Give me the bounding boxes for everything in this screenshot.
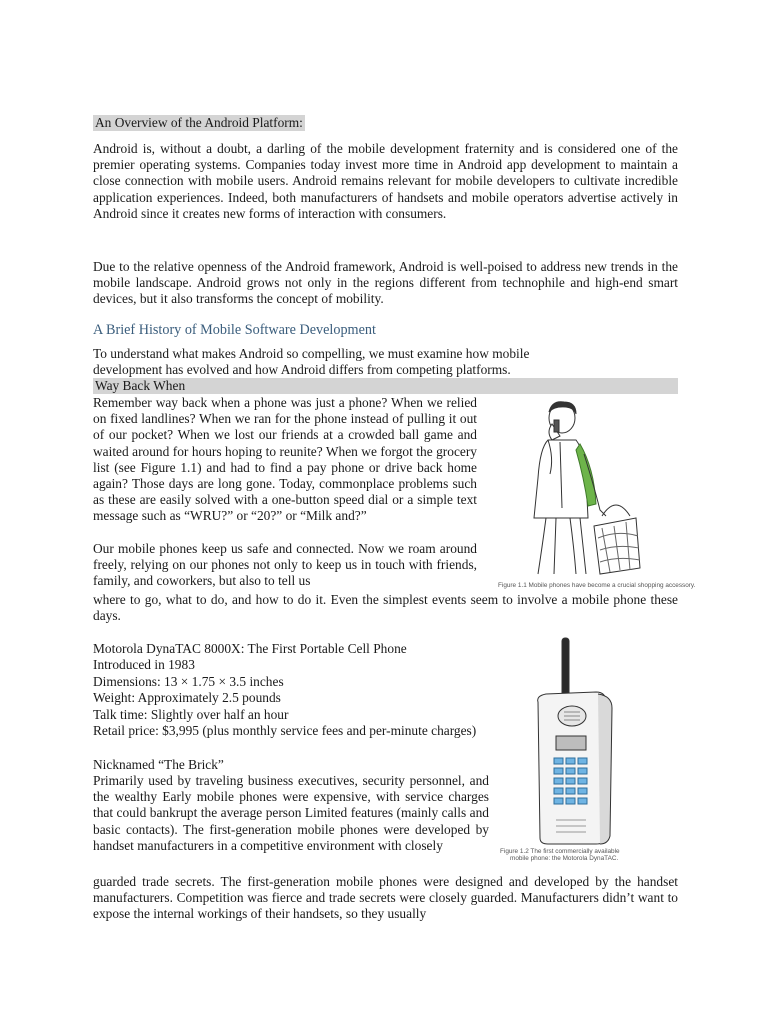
dynatac-paragraph-narrow: Primarily used by traveling business executives, security personnel, and the wealthy Early mobile phones were expensive, with service charges that could bankrupt the average person Limited features (mainly calls and basic contacts). The first-generation mobile phones were developed by handset manufacturers in a competitive environment with closely	[93, 773, 489, 853]
dynatac-weight: Weight: Approximately 2.5 pounds	[93, 690, 281, 705]
dynatac-paragraph-wide: guarded trade secrets. The first-generation mobile phones were designed and developed by the handset manufacturers. Competition was fierce and trade secrets were closely guarded. Manufacturers didn’t want to expose the internal workings of their handsets, so they usually	[93, 874, 678, 922]
way-back-paragraph-2-wide: where to go, what to do, and how to do it. Even the simplest events seem to involve a mobile phone these days.	[93, 592, 678, 624]
figure-1-caption: Figure 1.1 Mobile phones have become a crucial shopping accessory.	[498, 582, 696, 589]
dynatac-phone-illustration	[500, 636, 680, 846]
intro-paragraph-2: Due to the relative openness of the Android framework, Android is well-poised to address new trends in the mobile landscape. Android grows not only in the regions different from technophile and high-end smart devices, but it also transforms the concept of mobility.	[93, 259, 678, 307]
history-heading: A Brief History of Mobile Software Development	[93, 322, 376, 338]
dynatac-price: Retail price: $3,995 (plus monthly service fees and per-minute charges)	[93, 723, 477, 738]
dynatac-dimensions: Dimensions: 13 × 1.75 × 3.5 inches	[93, 674, 284, 689]
dynatac-talk-time: Talk time: Slightly over half an hour	[93, 707, 289, 722]
figure-2-caption-line-1: Figure 1.2 The first commercially available	[500, 848, 620, 855]
way-back-paragraph-1: Remember way back when a phone was just a phone? When we relied on fixed landlines? When we ran for the phone instead of pulling it out of our pocket? When we lost our friends at a crowded ball game and waited around for hours hoping to reunite? When we forgot the grocery list (see Figure 1.1) and had to find a pay phone or drive back home again? Those days are long gone. Today, commonplace problems such as these are easily solved with a one-button speed dial or a simple text message such as “WRU?” or “20?” or “Milk and?”	[93, 395, 477, 524]
figure-2-caption-line-2: mobile phone: the Motorola DynaTAC.	[510, 855, 619, 862]
figure-dynatac	[500, 636, 680, 868]
history-intro: To understand what makes Android so compelling, we must examine how mobile development has evolved and how Android differs from competing platforms.	[93, 346, 530, 378]
section-title-bar: Way Back When	[93, 378, 678, 394]
dynatac-introduced: Introduced in 1983	[93, 657, 195, 672]
way-back-paragraph-2-narrow: Our mobile phones keep us safe and connected. Now we roam around freely, relying on our phones not only to keep us in touch with friends, family, and coworkers, but also to tell us	[93, 541, 477, 589]
woman-on-phone-illustration	[490, 398, 680, 578]
figure-shopper	[490, 398, 696, 590]
intro-paragraph-1: Android is, without a doubt, a darling of the mobile development fraternity and is considered one of the premier operating systems. Companies today invest more time in Android app development to maintain a close connection with mobile users. Android remains relevant for mobile developers to cultivate incredible application experiences. Indeed, both manufacturers of handsets and mobile operators advertise actively in Android since it creates new forms of interaction with consumers.	[93, 141, 678, 221]
page-title: An Overview of the Android Platform:	[95, 115, 303, 130]
dynatac-title: Motorola DynaTAC 8000X: The First Portable Cell Phone	[93, 641, 407, 656]
figure-2-caption	[500, 848, 680, 862]
dynatac-nickname: Nicknamed “The Brick”	[93, 757, 224, 772]
